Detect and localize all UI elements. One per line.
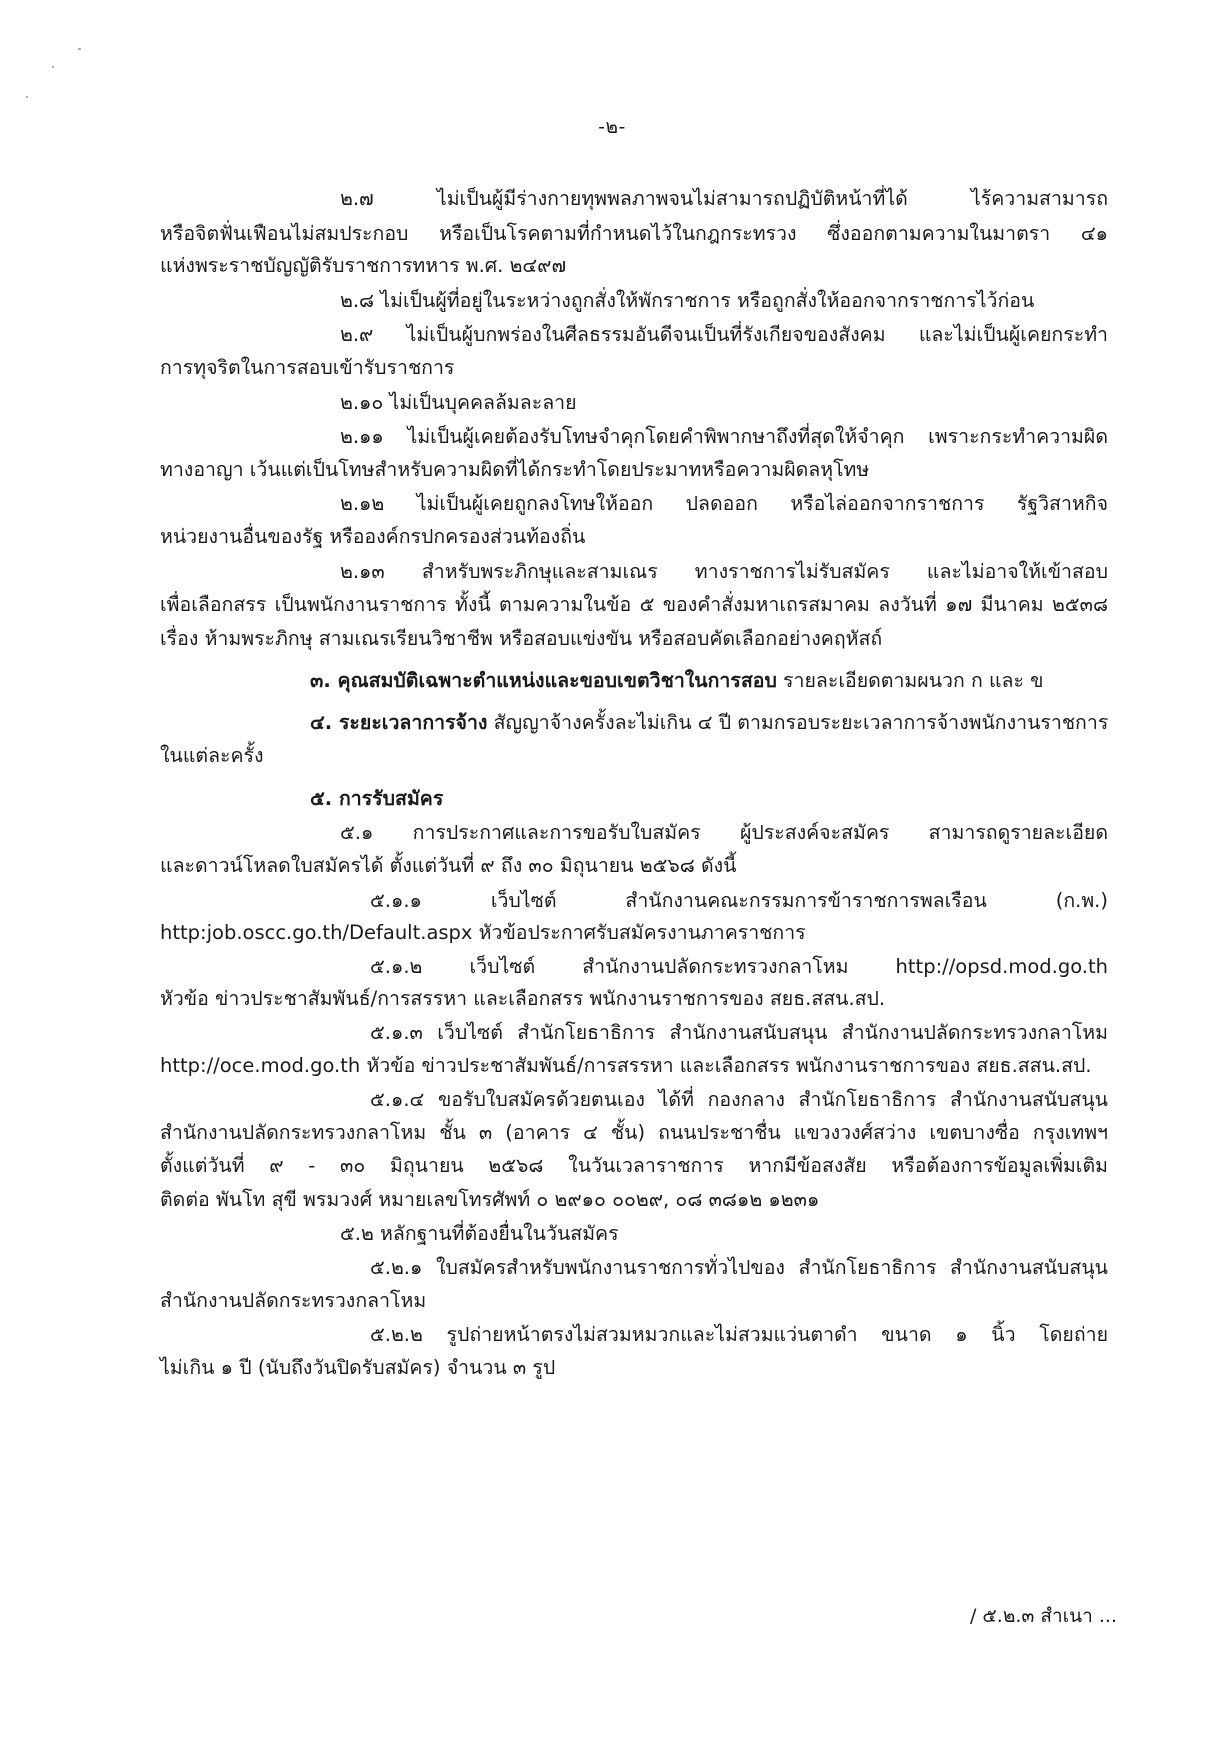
text-line [340,287,1034,315]
section-heading: ๔. ระยะเวลาการจ้าง [310,711,488,734]
line-text: ในแต่ละครั้ง [160,744,264,767]
text-line [160,919,806,947]
line-text: http://oce.mod.go.th หัวข้อ ข่าวประชาสัมพันธ์/การสรรหา และเลือกสรร พนักงานราชการของ สยธ.สสน.สป. [160,1054,1092,1077]
page-number: -๒- [598,116,626,138]
text-line [370,1086,1108,1114]
line-text: ๒.๑๑ ไม่เป็นผู้เคยต้องรับโทษจำคุกโดยคำพิพากษาถึงที่สุดให้จำคุก เพราะกระทำความผิด [340,425,1108,448]
section-heading: ๓. คุณสมบัติเฉพาะตำแหน่งและขอบเขตวิชาในการสอบ [310,669,777,692]
line-text: ๒.๑๐ ไม่เป็นบุคคลล้มละลาย [340,391,577,414]
text-line [370,953,1108,981]
line-text: ๒.๑๓ สำหรับพระภิกษุและสามเณร ทางราชการไม่รับสมัคร และไม่อาจให้เข้าสอบ [340,560,1108,583]
line-text: ๒.๗ ไม่เป็นผู้มีร่างกายทุพพลภาพจนไม่สามารถปฏิบัติหน้าที่ได้ ไร้ความสามารถ [340,187,1108,210]
line-text: ๕.๑.๑ เว็บไซต์ สำนักงานคณะกรรมการข้าราชการพลเรือน (ก.พ.) [370,889,1108,912]
text-line [340,185,1108,213]
text-line [310,785,443,813]
line-text: หรือจิตฟั่นเฟือนไม่สมประกอบ หรือเป็นโรคตามที่กำหนดไว้ในกฎกระทรวง ซึ่งออกตามความในมาตรา ๔๑ [160,222,1108,245]
line-text: ๕.๑.๓ เว็บไซต์ สำนักโยธาธิการ สำนักงานสนับสนุน สำนักงานปลัดกระทรวงกลาโหม [370,1021,1108,1044]
line-text: ๕.๑.๒ เว็บไซต์ สำนักงานปลัดกระทรวงกลาโหม http://opsd.mod.go.th [370,955,1108,978]
line-text: หน่วยงานอื่นของรัฐ หรือองค์กรปกครองส่วนท้องถิ่น [160,525,586,548]
text-line [310,667,1044,695]
text-line [370,887,1108,915]
line-text: ๕.๑ การประกาศและการขอรับใบสมัคร ผู้ประสงค์จะสมัคร สามารถดูรายละเอียด [340,821,1108,844]
line-text: ๕.๒ หลักฐานที่ต้องยื่นในวันสมัคร [340,1222,619,1245]
text-line [160,985,885,1013]
line-text: แห่งพระราชบัญญัติรับราชการทหาร พ.ศ. ๒๔๙๗ [160,254,567,277]
line-text: เพื่อเลือกสรร เป็นพนักงานราชการ ทั้งนี้ ตามความในข้อ ๕ ของคำสั่งมหาเถรสมาคม ลงวันที่ ๑๗ มีนาคม ๒๕๓๘ [160,593,1108,616]
line-text: ๕.๒.๑ ใบสมัครสำหรับพนักงานราชการทั่วไปของ สำนักโยธาธิการ สำนักงานสนับสนุน [370,1256,1108,1279]
scan-speck [26,96,28,98]
text-line [160,220,1108,248]
text-line [340,490,1108,518]
text-line [160,625,882,653]
text-line [340,389,577,417]
line-text: ติดต่อ พันโท สุขี พรมวงศ์ หมายเลขโทรศัพท์ ๐ ๒๙๑๐ ๐๐๒๙, ๐๘ ๓๘๑๒ ๑๒๓๑ [160,1188,820,1211]
continuation-footer: / ๕.๒.๓ สำเนา ... [969,1605,1117,1627]
text-line [160,1354,555,1382]
text-line [160,852,737,880]
text-line [160,1152,1108,1180]
line-text: ๕.๒.๒ รูปถ่ายหน้าตรงไม่สวมหมวกและไม่สวมแว่นตาดำ ขนาด ๑ นิ้ว โดยถ่าย [370,1323,1108,1346]
text-line [160,1287,426,1315]
section-heading: ๕. การรับสมัคร [310,787,444,810]
text-line [340,558,1108,586]
line-text: ๕.๑.๔ ขอรับใบสมัครด้วยตนเอง ได้ที่ กองกลาง สำนักโยธาธิการ สำนักงานสนับสนุน [370,1088,1108,1111]
text-line [160,591,1108,619]
text-line [310,709,1108,737]
line-text: ตั้งแต่วันที่ ๙ - ๓๐ มิถุนายน ๒๕๖๘ ในวันเวลาราชการ หากมีข้อสงสัย หรือต้องการข้อมูลเพิ่มเติม [160,1154,1108,1177]
line-text: รายละเอียดตามผนวก ก และ ข [776,669,1044,692]
text-line [160,1119,1108,1147]
line-text: สำนักงานปลัดกระทรวงกลาโหม [160,1289,427,1312]
line-text: และดาวน์โหลดใบสมัครได้ ตั้งแต่วันที่ ๙ ถึง ๓๐ มิถุนายน ๒๕๖๘ ดังนี้ [160,854,737,877]
line-text: สัญญาจ้างครั้งละไม่เกิน ๔ ปี ตามกรอบระยะเวลาการจ้างพนักงานราชการ [487,711,1109,734]
scan-speck [52,66,54,68]
line-text: http:job.oscc.go.th/Default.aspx หัวข้อประกาศรับสมัครงานภาคราชการ [160,921,806,944]
line-text: เรื่อง ห้ามพระภิกษุ สามเณรเรียนวิชาชีพ หรือสอบแข่งขัน หรือสอบคัดเลือกอย่างคฤหัสถ์ [160,627,883,650]
text-line [160,252,566,280]
text-line [160,1186,819,1214]
line-text: ทางอาญา เว้นแต่เป็นโทษสำหรับความผิดที่ได้กระทำโดยประมาทหรือความผิดลหุโทษ [160,458,870,481]
line-text: ๒.๙ ไม่เป็นผู้บกพร่องในศีลธรรมอันดีจนเป็นที่รังเกียจของสังคม และไม่เป็นผู้เคยกระทำ [340,323,1108,346]
text-line [340,819,1108,847]
text-line [340,1220,619,1248]
line-text: ๒.๑๒ ไม่เป็นผู้เคยถูกลงโทษให้ออก ปลดออก หรือไล่ออกจากราชการ รัฐวิสาหกิจ [340,492,1108,515]
text-line [370,1254,1108,1282]
text-line [370,1321,1108,1349]
text-line [160,354,454,382]
text-line [340,423,1108,451]
line-text: การทุจริตในการสอบเข้ารับราชการ [160,356,455,379]
text-line [160,1052,1092,1080]
text-line [370,1019,1108,1047]
text-line [160,742,264,770]
text-line [160,456,869,484]
scan-speck [78,48,81,50]
line-text: ๒.๘ ไม่เป็นผู้ที่อยู่ในระหว่างถูกสั่งให้พักราชการ หรือถูกสั่งให้ออกจากราชการไว้ก่อน [340,289,1035,312]
line-text: ไม่เกิน ๑ ปี (นับถึงวันปิดรับสมัคร) จำนวน ๓ รูป [160,1356,556,1379]
line-text: สำนักงานปลัดกระทรวงกลาโหม ชั้น ๓ (อาคาร ๔ ชั้น) ถนนประชาชื่น แขวงวงศ์สว่าง เขตบางซื่อ กรุงเทพฯ [160,1121,1108,1144]
text-line [340,321,1108,349]
line-text: หัวข้อ ข่าวประชาสัมพันธ์/การสรรหา และเลือกสรร พนักงานราชการของ สยธ.สสน.สป. [160,987,886,1010]
text-line [160,523,585,551]
